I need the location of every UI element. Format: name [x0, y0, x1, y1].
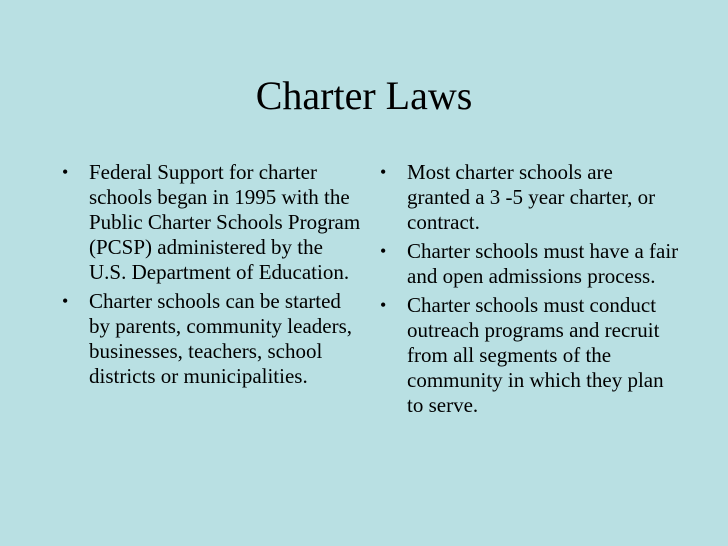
bullet-text: Most charter schools are granted a 3 -5 year charter, or contract.	[407, 160, 656, 234]
bullet-text: Charter schools must conduct outreach programs and recruit from all segments of the community in which they plan to serve.	[407, 293, 664, 417]
bullet-item	[380, 160, 680, 235]
bullet-item	[380, 239, 680, 289]
bullet-icon: •	[380, 241, 387, 261]
bullet-icon: •	[62, 162, 69, 182]
right-bullet-list	[380, 160, 680, 422]
bullet-text: Federal Support for charter schools began in 1995 with the Public Charter Schools Program (PCSP) administered by the U.S. Department of Education.	[89, 160, 361, 284]
left-bullet-list	[62, 160, 362, 393]
slide-title: Charter Laws	[255, 73, 473, 118]
bullet-text: Charter schools must have a fair and open admissions process.	[407, 239, 679, 288]
bullet-item	[380, 293, 680, 418]
bullet-item	[62, 289, 362, 389]
bullet-text: Charter schools can be started by parents, community leaders, businesses, teachers, school districts or municipalities.	[89, 289, 353, 388]
bullet-icon: •	[380, 162, 387, 182]
bullet-icon: •	[380, 295, 387, 315]
bullet-item	[62, 160, 362, 285]
bullet-icon: •	[62, 291, 69, 311]
